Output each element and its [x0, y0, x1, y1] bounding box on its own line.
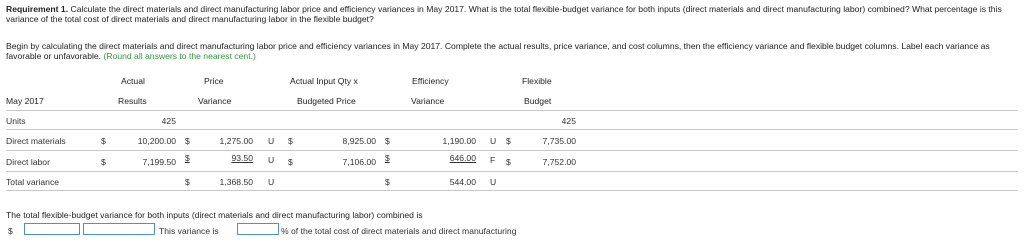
materials-price-variance[interactable]: 1,275.00: [219, 136, 253, 146]
summary-dollar-sign: $: [8, 226, 13, 236]
labor-eff-currency: $: [385, 153, 390, 163]
total-variance-label: Total variance: [6, 177, 60, 187]
row-header-period: May 2017: [6, 96, 44, 106]
labor-aiq-currency: $: [288, 157, 293, 167]
labor-price-flag[interactable]: U: [268, 155, 275, 165]
instructions-body: Begin by calculating the direct materials and direct manufacturing labor price and efficiency variances in May 2017. Complete the actual results, price variance, and cost columns, then the efficiency variance and flexible budget columns. Label each variance as favorable or unfavorable.: [6, 41, 990, 61]
total-eff-currency: $: [385, 177, 390, 187]
col-header-price-1: Price: [204, 76, 224, 86]
units-label: Units: [6, 116, 26, 126]
materials-aiq[interactable]: 8,925.00: [342, 136, 376, 146]
materials-actual[interactable]: 10,200.00: [137, 136, 176, 146]
materials-efficiency-flag[interactable]: U: [490, 136, 497, 146]
header-divider: [6, 110, 1018, 111]
col-header-aiq-2: Budgeted Price: [297, 96, 356, 106]
materials-flexible-budget[interactable]: 7,735.00: [542, 136, 576, 146]
col-header-price-2: Variance: [198, 96, 232, 106]
col-header-eff-1: Efficiency: [412, 76, 449, 86]
requirement-body: Calculate the direct materials and direct manufacturing labor price and efficiency variances in May 2017. What is the total flexible-budget variance for both inputs (direct materials and direct manufacturing labor) combined? What percentage is this variance of the total cost of direct materials and direct manufacturing labor in the flexible budget?: [6, 4, 1002, 24]
materials-price-currency: $: [185, 136, 190, 146]
variance-flag-input[interactable]: [83, 223, 155, 235]
units-actual[interactable]: 425: [161, 116, 176, 126]
requirement-text: [6, 4, 1018, 24]
col-header-flex-2: Budget: [524, 96, 552, 106]
requirement-label: Requirement 1.: [6, 4, 69, 14]
total-efficiency-flag[interactable]: U: [490, 177, 497, 187]
labor-price-currency: $: [185, 153, 190, 163]
total-price-flag[interactable]: U: [268, 177, 275, 187]
labor-price-variance[interactable]: 93.50: [231, 153, 253, 163]
col-header-flex-1: Flexible: [522, 76, 552, 86]
rounding-note: (Round all answers to the nearest cent.): [103, 51, 256, 61]
total-price-currency: $: [185, 177, 190, 187]
labor-efficiency-flag[interactable]: F: [490, 155, 496, 165]
materials-label: Direct materials: [6, 136, 66, 146]
units-flexible: 425: [561, 116, 576, 126]
instructions-text: [6, 41, 1018, 61]
total-variance-input[interactable]: [24, 223, 80, 235]
row-divider-materials: [6, 150, 1018, 151]
labor-aiq[interactable]: 7,106.00: [342, 157, 376, 167]
this-variance-is-label: This variance is: [159, 226, 219, 236]
col-header-eff-2: Variance: [411, 96, 445, 106]
labor-actual[interactable]: 7,199.50: [142, 157, 176, 167]
materials-efficiency-variance[interactable]: 1,190.00: [442, 136, 476, 146]
labor-efficiency-variance[interactable]: 646.00: [449, 153, 476, 163]
materials-flex-currency: $: [506, 136, 511, 146]
materials-eff-currency: $: [385, 136, 390, 146]
total-efficiency-variance[interactable]: 544.00: [449, 177, 476, 187]
summary-text: The total flexible-budget variance for both inputs (direct materials and direct manufacturing labor) combined is: [6, 210, 423, 220]
materials-actual-currency: $: [101, 136, 106, 146]
row-divider-labor: [6, 171, 1018, 172]
labor-label: Direct labor: [6, 157, 50, 167]
row-divider-units: [6, 129, 1018, 130]
labor-flex-currency: $: [506, 157, 511, 167]
col-header-actual-2: Results: [118, 96, 147, 106]
variance-percent-input[interactable]: [237, 223, 279, 235]
materials-aiq-currency: $: [288, 136, 293, 146]
row-divider-total: [6, 190, 1018, 191]
labor-flexible-budget[interactable]: 7,752.00: [542, 157, 576, 167]
col-header-aiq-1: Actual Input Qty x: [290, 76, 358, 86]
percent-suffix-text: % of the total cost of direct materials and direct manufacturing: [281, 226, 517, 236]
col-header-actual-1: Actual: [121, 76, 145, 86]
total-price-variance[interactable]: 1,368.50: [219, 177, 253, 187]
materials-price-flag[interactable]: U: [268, 136, 275, 146]
labor-actual-currency: $: [101, 157, 106, 167]
